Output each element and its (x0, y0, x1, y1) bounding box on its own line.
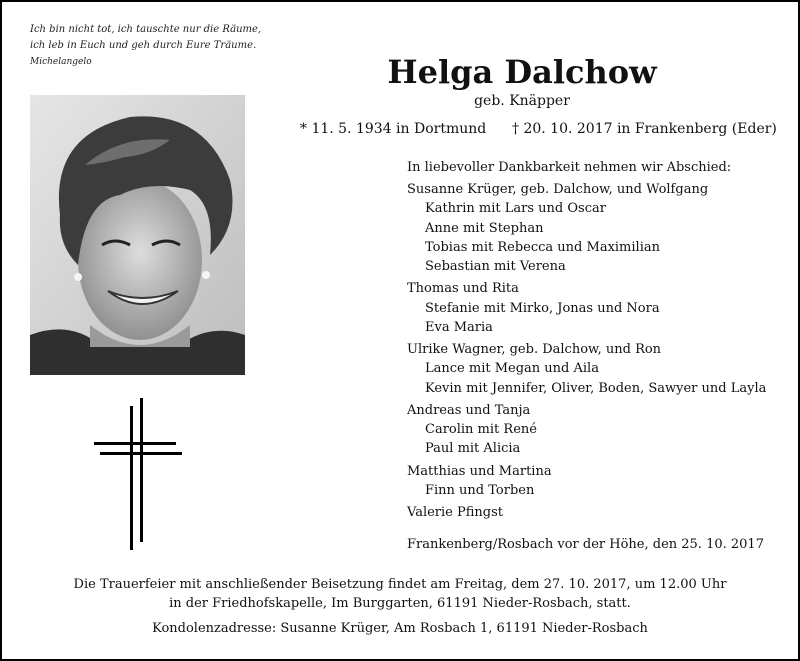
farewell-intro: In liebevoller Dankbarkeit nehmen wir Abschied: (407, 160, 732, 175)
family-member: Tobias mit Rebecca und Maximilian (425, 239, 660, 255)
family-member: Kevin mit Jennifer, Oliver, Boden, Sawyer und Layla (425, 380, 767, 396)
family-head: Susanne Krüger, geb. Dalchow, und Wolfgang (407, 182, 709, 198)
maiden-name: geb. Knäpper (474, 93, 570, 109)
birth-date: * 11. 5. 1934 in Dortmund (300, 121, 487, 137)
death-date: † 20. 10. 2017 in Frankenberg (Eder) (512, 121, 777, 137)
family-head: Valerie Pfingst (407, 505, 504, 521)
mourners-list (407, 158, 797, 526)
family-member: Finn und Torben (425, 483, 535, 498)
family-member: Stefanie mit Mirko, Jonas und Nora (425, 300, 660, 316)
quote-line-2: ich leb in Euch und geh durch Eure Träume. (30, 40, 257, 51)
family-member: Paul mit Alicia (425, 441, 521, 457)
quote-author: Michelangelo (30, 57, 92, 67)
family-member: Eva Maria (425, 319, 493, 335)
family-head: Andreas und Tanja (407, 403, 531, 418)
double-cross-icon (94, 398, 184, 550)
family-group (407, 279, 797, 337)
family-member: Sebastian mit Verena (425, 259, 566, 275)
portrait-illustration (30, 95, 245, 375)
family-group (407, 401, 797, 459)
family-member: Kathrin mit Lars und Oscar (425, 201, 606, 217)
place-and-date: Frankenberg/Rosbach vor der Höhe, den 25. 10. 2017 (407, 537, 764, 552)
family-group (407, 503, 797, 522)
family-group (407, 180, 797, 276)
family-head: Ulrike Wagner, geb. Dalchow, und Ron (407, 342, 662, 358)
family-member: Lance mit Megan und Aila (425, 361, 599, 377)
deceased-name: Helga Dalchow (387, 53, 657, 91)
family-head: Matthias und Martina (407, 463, 552, 479)
memorial-quote (30, 22, 310, 70)
service-line-2: in der Friedhofskapelle, Im Burggarten, 61191 Nieder-Rosbach, statt. (169, 596, 631, 611)
service-details (2, 575, 798, 638)
portrait-photo (30, 95, 245, 375)
family-group (407, 462, 797, 500)
service-line-1: Die Trauerfeier mit anschließender Beisetzung findet am Freitag, dem 27. 10. 2017, um 12.00 Uhr (73, 577, 727, 592)
quote-line-1: Ich bin nicht tot, ich tauschte nur die Räume, (30, 24, 262, 35)
family-group (407, 340, 797, 398)
family-head: Thomas und Rita (407, 281, 519, 297)
condolence-address: Kondolenzadresse: Susanne Krüger, Am Rosbach 1, 61191 Nieder-Rosbach (152, 621, 648, 636)
family-member: Carolin mit René (425, 422, 537, 438)
family-member: Anne mit Stephan (425, 220, 544, 236)
